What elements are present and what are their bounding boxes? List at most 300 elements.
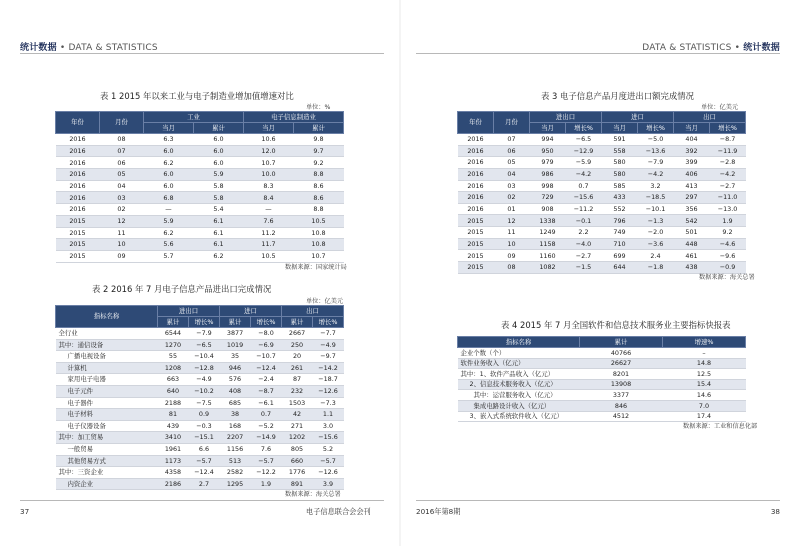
table-cell: 2.4 [638,250,674,262]
table-cell: 5.9 [144,215,194,227]
table-cell: 1503 [282,397,313,409]
table-cell: 6.2 [144,157,194,169]
table-cell: −10.1 [638,203,674,215]
table-cell: 10.8 [294,239,344,251]
table-cell: −6.5 [189,339,220,351]
left-page [0,0,399,546]
right-header-rule [416,53,780,54]
table-row [56,169,344,181]
table-cell: 501 [674,227,710,239]
t2-h-total: 进出口 [158,306,220,317]
table-cell: 168 [220,420,251,432]
table-cell: 796 [602,215,638,227]
table-cell: 6.0 [144,145,194,157]
table-cell: 其中：加工贸易 [56,432,158,444]
table-cell: 6.8 [144,192,194,204]
t4-h-value: 累计 [580,337,663,348]
table-cell: 其中：三资企业 [56,467,158,479]
table-row [56,157,344,169]
table-row [458,145,746,157]
table-cell: 2015 [458,238,494,250]
t1-h-cur: 当月 [244,123,294,134]
table-cell: −5.7 [251,455,282,467]
table-cell: 其他贸易方式 [56,455,158,467]
table-cell: 644 [602,262,638,274]
table-cell: −12.4 [251,362,282,374]
table-cell: 2016 [458,157,494,169]
t3-h-cur: 当月 [602,123,638,134]
table-row [56,250,344,262]
table-cell: 5.2 [313,443,344,455]
table-row [56,443,344,455]
table-cell: 05 [100,169,144,181]
table-cell: 2016 [458,145,494,157]
table-cell: 261 [282,362,313,374]
table-cell: 1249 [530,227,566,239]
table-cell: −2.7 [710,180,746,192]
table-row [56,420,344,432]
table-cell: 2188 [158,397,189,409]
table-cell: 1173 [158,455,189,467]
table-cell: 448 [674,238,710,250]
t2-source: 数据来源：海关总署 [285,491,341,498]
table-cell: 986 [530,168,566,180]
table-row [56,455,344,467]
table-cell: 232 [282,385,313,397]
table-cell: 2207 [220,432,251,444]
table-cell: 846 [580,400,663,411]
table-cell: −12.9 [566,145,602,157]
table-cell: 7.6 [251,443,282,455]
t3-h-year: 年份 [458,112,494,134]
table-cell: 513 [220,455,251,467]
table-cell: 12 [494,215,530,227]
table-cell: 2015 [56,239,100,251]
table-cell: 20 [282,351,313,363]
right-header-en: DATA & STATISTICS [642,43,732,53]
table-cell: −0.1 [566,215,602,227]
table-cell: 12 [100,215,144,227]
table-cell: −6.9 [251,339,282,351]
table-cell: 10.8 [294,227,344,239]
table-cell: 11 [494,227,530,239]
left-page-number: 37 [20,507,30,516]
table-cell: 03 [494,180,530,192]
table-row [56,239,344,251]
table-cell: −4.9 [313,339,344,351]
t2-caption: 表 2 2016 年 7 月电子信息产品进出口完成情况 [92,284,272,294]
table-cell: 40766 [580,348,663,359]
t3-h-growth: 增长% [566,123,602,134]
table-cell: 461 [674,250,710,262]
table-cell: 35 [220,351,251,363]
table-cell: 2016 [56,157,100,169]
table-cell: 26627 [580,358,663,369]
t1-h-industry: 工业 [144,112,244,123]
table-cell: −14.2 [313,362,344,374]
t3-h-total: 进出口 [530,112,602,123]
table-cell: 09 [100,250,144,262]
table-cell: −5.0 [638,134,674,146]
table-cell: 1202 [282,432,313,444]
table-cell: −8.7 [251,385,282,397]
table-cell: 2.2 [566,227,602,239]
right-footer-rule [416,500,780,501]
table-cell: 950 [530,145,566,157]
table-cell: 4512 [580,411,663,422]
table-cell: 2015 [458,215,494,227]
table-cell: −9.7 [313,351,344,363]
table-cell: 42 [282,409,313,421]
table-cell: 04 [494,168,530,180]
table-cell: −0.9 [710,262,746,274]
table-row [458,379,746,390]
table-cell: 2016 [56,134,100,146]
table-row [56,134,344,146]
table-cell: −18.7 [313,374,344,386]
table-cell: 406 [674,168,710,180]
table-cell: 6.0 [194,145,244,157]
t4-table [457,336,746,422]
table-cell: −3.6 [638,238,674,250]
table-cell: 1208 [158,362,189,374]
table-cell: 06 [494,145,530,157]
table-cell: 电子元件 [56,385,158,397]
table-cell: 3.9 [313,478,344,490]
table-cell: 297 [674,192,710,204]
left-footer-rule [20,500,384,501]
table-cell: −13.0 [710,203,746,215]
table-row [56,409,344,421]
table-cell: −6.1 [251,397,282,409]
t1-caption: 表 1 2015 年以来工业与电子制造业增加值增速对比 [100,91,294,101]
table-cell: 404 [674,134,710,146]
table-cell: 908 [530,203,566,215]
table-cell: −10.2 [189,385,220,397]
table-cell: 1.9 [251,478,282,490]
table-row [56,204,344,216]
right-footer-title: 2016年第8期 [416,507,461,516]
t3-h-imp: 进口 [602,112,674,123]
table-cell: 10.7 [294,250,344,262]
table-cell: 电子仪器设备 [56,420,158,432]
left-header-sep: • [59,43,66,53]
table-cell: 11.2 [244,227,294,239]
table-cell: 12.5 [663,369,746,380]
table-cell: – [663,348,746,359]
t1-h-cum: 累计 [194,123,244,134]
table-cell: 15.4 [663,379,746,390]
table-cell: 6.1 [194,239,244,251]
table-cell: 2016 [458,180,494,192]
table-cell: 6.0 [194,157,244,169]
table-cell: 5.8 [194,192,244,204]
table-cell: 2015 [56,250,100,262]
table-cell: 软件业务收入（亿元） [458,358,580,369]
table-row [458,134,746,146]
t3-h-cur: 当月 [530,123,566,134]
table-row [458,348,746,359]
table-cell: −7.3 [313,397,344,409]
table-cell: 1776 [282,467,313,479]
table-cell: 1270 [158,339,189,351]
t2-h-growth: 增长% [251,317,282,328]
table-cell: 6.0 [144,169,194,181]
table-cell: 6544 [158,328,189,340]
table-cell: −12.4 [189,467,220,479]
table-cell: 1158 [530,238,566,250]
table-cell: 271 [282,420,313,432]
table-cell: 11.7 [244,239,294,251]
table-cell: 5.4 [194,204,244,216]
table-cell: 1961 [158,443,189,455]
table-cell: −7.7 [313,328,344,340]
table-cell: 8.8 [294,169,344,181]
table-cell: 9.2 [710,227,746,239]
table-cell: 805 [282,443,313,455]
table-cell: 558 [602,145,638,157]
table-cell: 10.5 [244,250,294,262]
table-cell: 企业个数（个） [458,348,580,359]
table-cell: 6.0 [144,180,194,192]
table-cell: 6.1 [194,227,244,239]
t2-h-exp: 出口 [282,306,344,317]
t1-h-month: 月份 [100,112,144,134]
table-row [56,385,344,397]
right-header-sep: • [734,43,741,53]
table-cell: −15.6 [313,432,344,444]
table-cell: 2016 [56,204,100,216]
table-cell: 2016 [56,169,100,181]
table-cell: 电子材料 [56,409,158,421]
table-cell: 02 [494,192,530,204]
table-cell: −2.8 [710,157,746,169]
table-cell: 2015 [56,227,100,239]
table-cell: 14.6 [663,390,746,401]
table-row [56,467,344,479]
table-row [56,339,344,351]
table-row [458,192,746,204]
table-cell: 946 [220,362,251,374]
table-cell: 2186 [158,478,189,490]
table-cell: 729 [530,192,566,204]
t1-h-elec: 电子信息制造业 [244,112,344,123]
table-cell: 2016 [56,145,100,157]
table-cell: −1.8 [638,262,674,274]
table-cell: −11.9 [710,145,746,157]
t3-unit: 单位：亿美元 [701,104,739,111]
table-row [56,351,344,363]
right-page [401,0,800,546]
table-cell: 10.6 [244,134,294,146]
t3-table [457,111,746,274]
table-cell: 计算机 [56,362,158,374]
t2-h-cum: 累计 [220,317,251,328]
table-cell: 591 [602,134,638,146]
table-cell: 1160 [530,250,566,262]
table-row [56,227,344,239]
table-cell: 其中：1、软件产品收入（亿元） [458,369,580,380]
table-cell: 55 [158,351,189,363]
table-cell: 电子器件 [56,397,158,409]
t3-h-growth: 增长% [710,123,746,134]
t2-h-cum: 累计 [158,317,189,328]
table-cell: −7.9 [638,157,674,169]
table-cell: 全行业 [56,328,158,340]
table-cell: 6.0 [194,134,244,146]
table-cell: 3.2 [638,180,674,192]
table-cell: 2015 [458,262,494,274]
table-cell: 10 [494,238,530,250]
table-cell: 2015 [56,215,100,227]
table-cell: −2.4 [251,374,282,386]
table-cell: 0.7 [566,180,602,192]
table-cell: 8.6 [294,192,344,204]
table-cell: 663 [158,374,189,386]
table-cell: −12.6 [313,467,344,479]
t3-caption: 表 3 电子信息产品月度进出口额完成情况 [541,91,695,101]
table-cell: 5.6 [144,239,194,251]
table-cell: 8.3 [244,180,294,192]
table-cell: 08 [100,134,144,146]
table-cell: 685 [220,397,251,409]
table-cell: 580 [602,168,638,180]
t2-h-imp: 进口 [220,306,282,317]
t1-table [55,111,344,263]
table-cell: 04 [100,180,144,192]
table-cell: −11.2 [566,203,602,215]
t2-h-cum: 累计 [282,317,313,328]
table-cell: 家用电子电器 [56,374,158,386]
table-cell: 2.7 [189,478,220,490]
t3-body [458,134,746,274]
table-cell: 6.2 [144,227,194,239]
right-header-cn: 统计数据 [743,43,780,53]
table-cell: 640 [158,385,189,397]
table-cell: −6.5 [566,134,602,146]
table-cell: −5.2 [251,420,282,432]
table-cell: −4.2 [638,168,674,180]
table-cell: 1338 [530,215,566,227]
table-row [56,328,344,340]
table-cell: 1295 [220,478,251,490]
table-cell: 05 [494,157,530,169]
table-cell: 2667 [282,328,313,340]
table-cell: 2582 [220,467,251,479]
table-cell: −5.7 [313,455,344,467]
table-cell: 749 [602,227,638,239]
table-cell: 0.9 [189,409,220,421]
t1-body [56,134,344,263]
table-cell: 09 [494,250,530,262]
table-row [56,397,344,409]
table-cell: 10.7 [244,157,294,169]
table-cell: 413 [674,180,710,192]
table-cell: 250 [282,339,313,351]
table-cell: −5.7 [189,455,220,467]
table-cell: −4.9 [189,374,220,386]
table-cell: 2016 [458,192,494,204]
table-cell: 356 [674,203,710,215]
table-cell: 6.3 [144,134,194,146]
table-cell: 2016 [56,192,100,204]
table-cell: 38 [220,409,251,421]
table-cell: 8201 [580,369,663,380]
table-cell: 576 [220,374,251,386]
table-cell: 07 [494,134,530,146]
table-cell: −1.3 [638,215,674,227]
table-cell: 439 [158,420,189,432]
t3-h-growth: 增长% [638,123,674,134]
table-cell: 12.0 [244,145,294,157]
left-header-cn: 统计数据 [20,43,57,53]
table-row [458,203,746,215]
table-cell: 13908 [580,379,663,390]
table-cell: 2016 [458,134,494,146]
table-cell: 542 [674,215,710,227]
table-cell: 5.7 [144,250,194,262]
table-cell: 87 [282,374,313,386]
table-cell: 11 [100,227,144,239]
table-cell: 01 [494,203,530,215]
table-cell: −2.7 [566,250,602,262]
left-header-en: DATA & STATISTICS [68,43,158,53]
table-row [458,369,746,380]
table-row [56,374,344,386]
t1-h-year: 年份 [56,112,100,134]
t4-body [458,348,746,422]
table-cell: −15.6 [566,192,602,204]
table-cell: −4.2 [710,168,746,180]
table-cell: 580 [602,157,638,169]
t2-h-name: 指标名称 [56,306,158,328]
t1-h-cum: 累计 [294,123,344,134]
table-cell: 2、信息技术服务收入（亿元） [458,379,580,390]
table-cell: 3.0 [313,420,344,432]
table-cell: 6.2 [194,250,244,262]
table-cell: 552 [602,203,638,215]
table-cell: 1019 [220,339,251,351]
table-cell: 81 [158,409,189,421]
table-row [56,145,344,157]
table-cell: 2016 [56,180,100,192]
t4-h-name: 指标名称 [458,337,580,348]
table-cell: 2015 [458,250,494,262]
table-row [458,215,746,227]
table-cell: −10.4 [189,351,220,363]
table-cell: −13.6 [638,145,674,157]
table-cell: 2016 [458,168,494,180]
table-cell: −8.0 [251,328,282,340]
table-cell: 408 [220,385,251,397]
table-cell: 660 [282,455,313,467]
table-cell: 14.8 [663,358,746,369]
table-cell: −7.9 [189,328,220,340]
table-cell: 3877 [220,328,251,340]
table-cell: 891 [282,478,313,490]
table-cell: 710 [602,238,638,250]
table-row [56,180,344,192]
table-cell: −7.5 [189,397,220,409]
table-cell: 8.6 [294,180,344,192]
t4-source: 数据来源：工业和信息化部 [683,423,758,430]
t2-h-growth: 增长% [189,317,220,328]
table-cell: −14.9 [251,432,282,444]
table-cell: 3410 [158,432,189,444]
t4-h-growth: 增速% [663,337,746,348]
table-cell: 1.9 [710,215,746,227]
table-cell: 399 [674,157,710,169]
